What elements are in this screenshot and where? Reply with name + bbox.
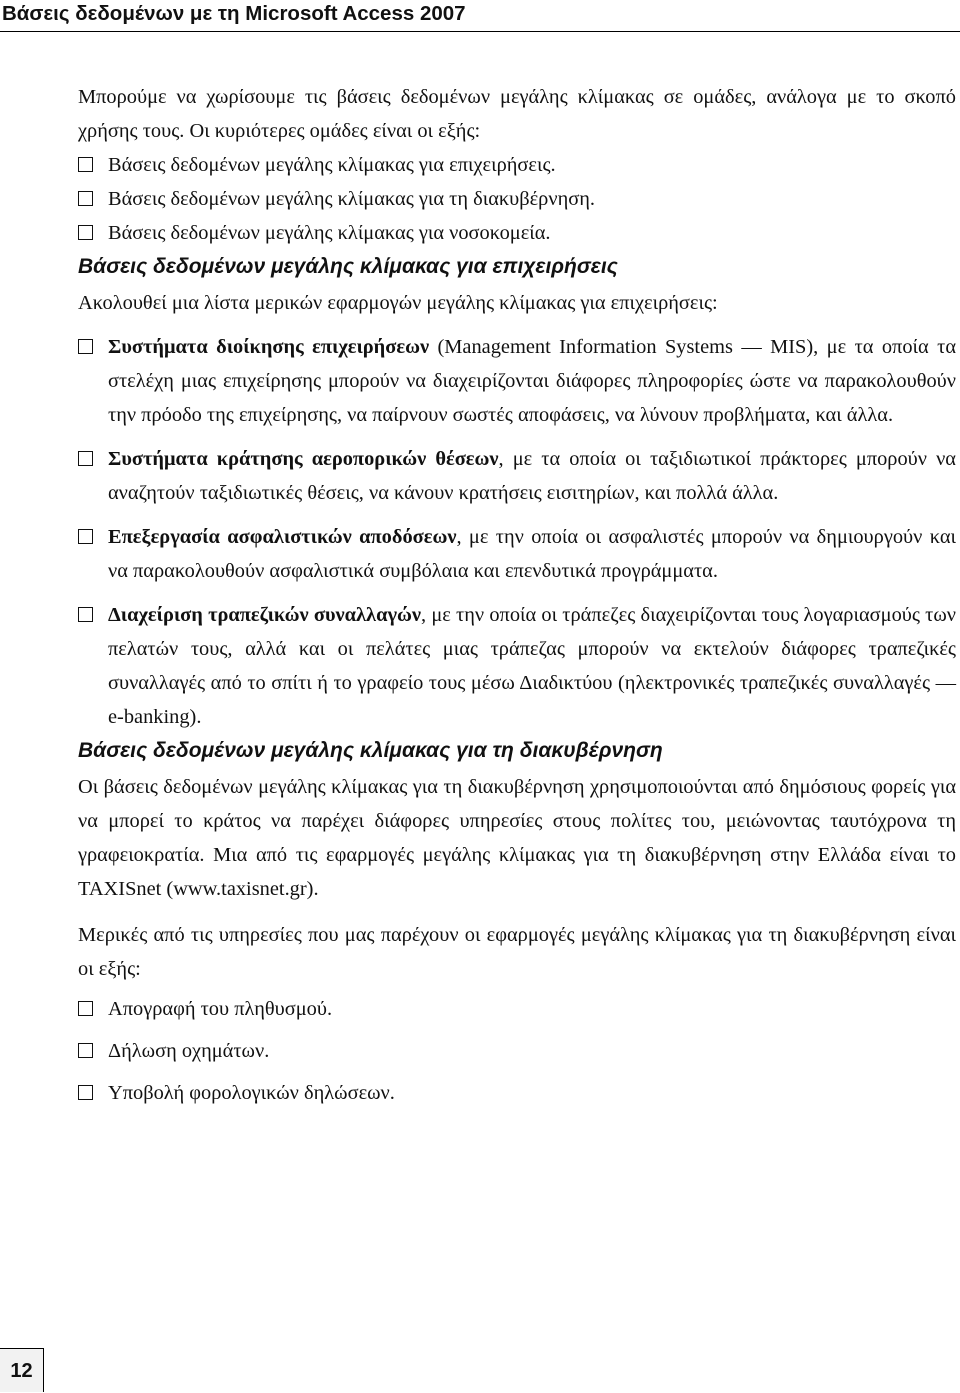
page-content	[78, 80, 956, 1110]
book-title: Βάσεις δεδομένων με τη Microsoft Access 2007	[2, 2, 466, 25]
list-item-term: Επεξεργασία ασφαλιστικών αποδόσεων	[108, 526, 457, 548]
checkbox-bullet-icon	[78, 191, 93, 206]
intro-paragraph: Μπορούμε να χωρίσουμε τις βάσεις δεδομένων μεγάλης κλίμακας σε ομάδες, ανάλογα με το σκοπό χρήσης τους. Οι κυριότερες ομάδες είναι οι εξής:	[78, 86, 956, 142]
checkbox-bullet-icon	[78, 1001, 93, 1016]
checkbox-bullet-icon	[78, 529, 93, 544]
government-list	[78, 992, 956, 1110]
list-item	[78, 330, 956, 432]
checkbox-bullet-icon	[78, 1085, 93, 1100]
list-item	[78, 598, 956, 734]
checkbox-bullet-icon	[78, 225, 93, 240]
checkbox-bullet-icon	[78, 607, 93, 622]
list-item	[78, 216, 956, 250]
list-item	[78, 520, 956, 588]
checkbox-bullet-icon	[78, 339, 93, 354]
list-item-text: Βάσεις δεδομένων μεγάλης κλίμακας για τη διακυβέρνηση.	[108, 188, 595, 210]
list-item-text: , με τα οποία οι ταξιδιωτικοί πράκτορες μπορούν να αναζητούν ταξιδιωτικές θέσεις, να κάνουν κρατήσεις εισιτηρίων, και πολλά άλλα.	[108, 448, 956, 504]
intro-list	[78, 148, 956, 250]
checkbox-bullet-icon	[78, 1043, 93, 1058]
list-item-term: Συστήματα κράτησης αεροπορικών θέσεων	[108, 448, 499, 470]
section-heading-government: Βάσεις δεδομένων μεγάλης κλίμακας για τη διακυβέρνηση	[78, 739, 663, 762]
government-paragraph: Οι βάσεις δεδομένων μεγάλης κλίμακας για τη διακυβέρνηση χρησιμοποιούνται από δημόσιους φορείς για να μπορεί το κράτος να παρέχει διάφορες υπηρεσίες στους πολίτες του, μειώνοντας ταυτόχρονα τη γραφειοκρατία. Μια από τις εφαρμογές μεγάλης κλίμακας για τη διακυβέρνηση στην Ελλάδα είναι το TAXISnet (www.taxisnet.gr).	[78, 776, 956, 900]
section-lead: Ακολουθεί μια λίστα μερικών εφαρμογών μεγάλης κλίμακας για επιχειρήσεις:	[78, 292, 718, 314]
list-item	[78, 992, 956, 1026]
running-header	[0, 0, 960, 32]
list-item	[78, 182, 956, 216]
list-item-text: (Management Information Systems — MIS), με τα οποία τα στελέχη μιας επιχείρησης μπορούν να διαχειρίζονται διάφορες πληροφορίες ώστε να παρακολουθούν την πρόοδο της επιχείρησης, να παίρνουν σωστές αποφάσεις, να λύνουν προβλήματα, και άλλα.	[108, 336, 956, 426]
page-number: 12	[0, 1348, 44, 1392]
list-item-text: , με την οποία οι ασφαλιστές μπορούν να δημιουργούν και να παρακολουθούν ασφαλιστικά συμβόλαια και επενδυτικά προγράμματα.	[108, 526, 956, 582]
list-item-text: Βάσεις δεδομένων μεγάλης κλίμακας για επιχειρήσεις.	[108, 154, 556, 176]
list-item-text: Δήλωση οχημάτων.	[108, 1040, 270, 1062]
list-item-text: Υποβολή φορολογικών δηλώσεων.	[108, 1082, 395, 1104]
checkbox-bullet-icon	[78, 451, 93, 466]
checkbox-bullet-icon	[78, 157, 93, 172]
business-list	[78, 330, 956, 734]
list-item	[78, 148, 956, 182]
list-item-term: Διαχείριση τραπεζικών συναλλαγών	[108, 604, 421, 626]
list-item	[78, 442, 956, 510]
government-paragraph-services: Μερικές από τις υπηρεσίες που μας παρέχουν οι εφαρμογές μεγάλης κλίμακας για τη διακυβέρνηση είναι οι εξής:	[78, 924, 956, 980]
list-item-term: Συστήματα διοίκησης επιχειρήσεων	[108, 336, 430, 358]
list-item-text: Βάσεις δεδομένων μεγάλης κλίμακας για νοσοκομεία.	[108, 222, 551, 244]
list-item	[78, 1076, 956, 1110]
section-heading-business: Βάσεις δεδομένων μεγάλης κλίμακας για επιχειρήσεις	[78, 255, 618, 278]
list-item	[78, 1034, 956, 1068]
list-item-text: , με την οποία οι τράπεζες διαχειρίζονται τους λογαριασμούς των πελατών τους, αλλά και οι πελάτες μιας τράπεζας μπορούν να εκτελούν διάφορες τραπεζικές συναλλαγές από το σπίτι ή το γραφείο τους μέσω Διαδικτύου (ηλεκτρονικές τραπεζικές συναλλαγές — e-banking).	[108, 604, 956, 728]
list-item-text: Απογραφή του πληθυσμού.	[108, 998, 333, 1020]
